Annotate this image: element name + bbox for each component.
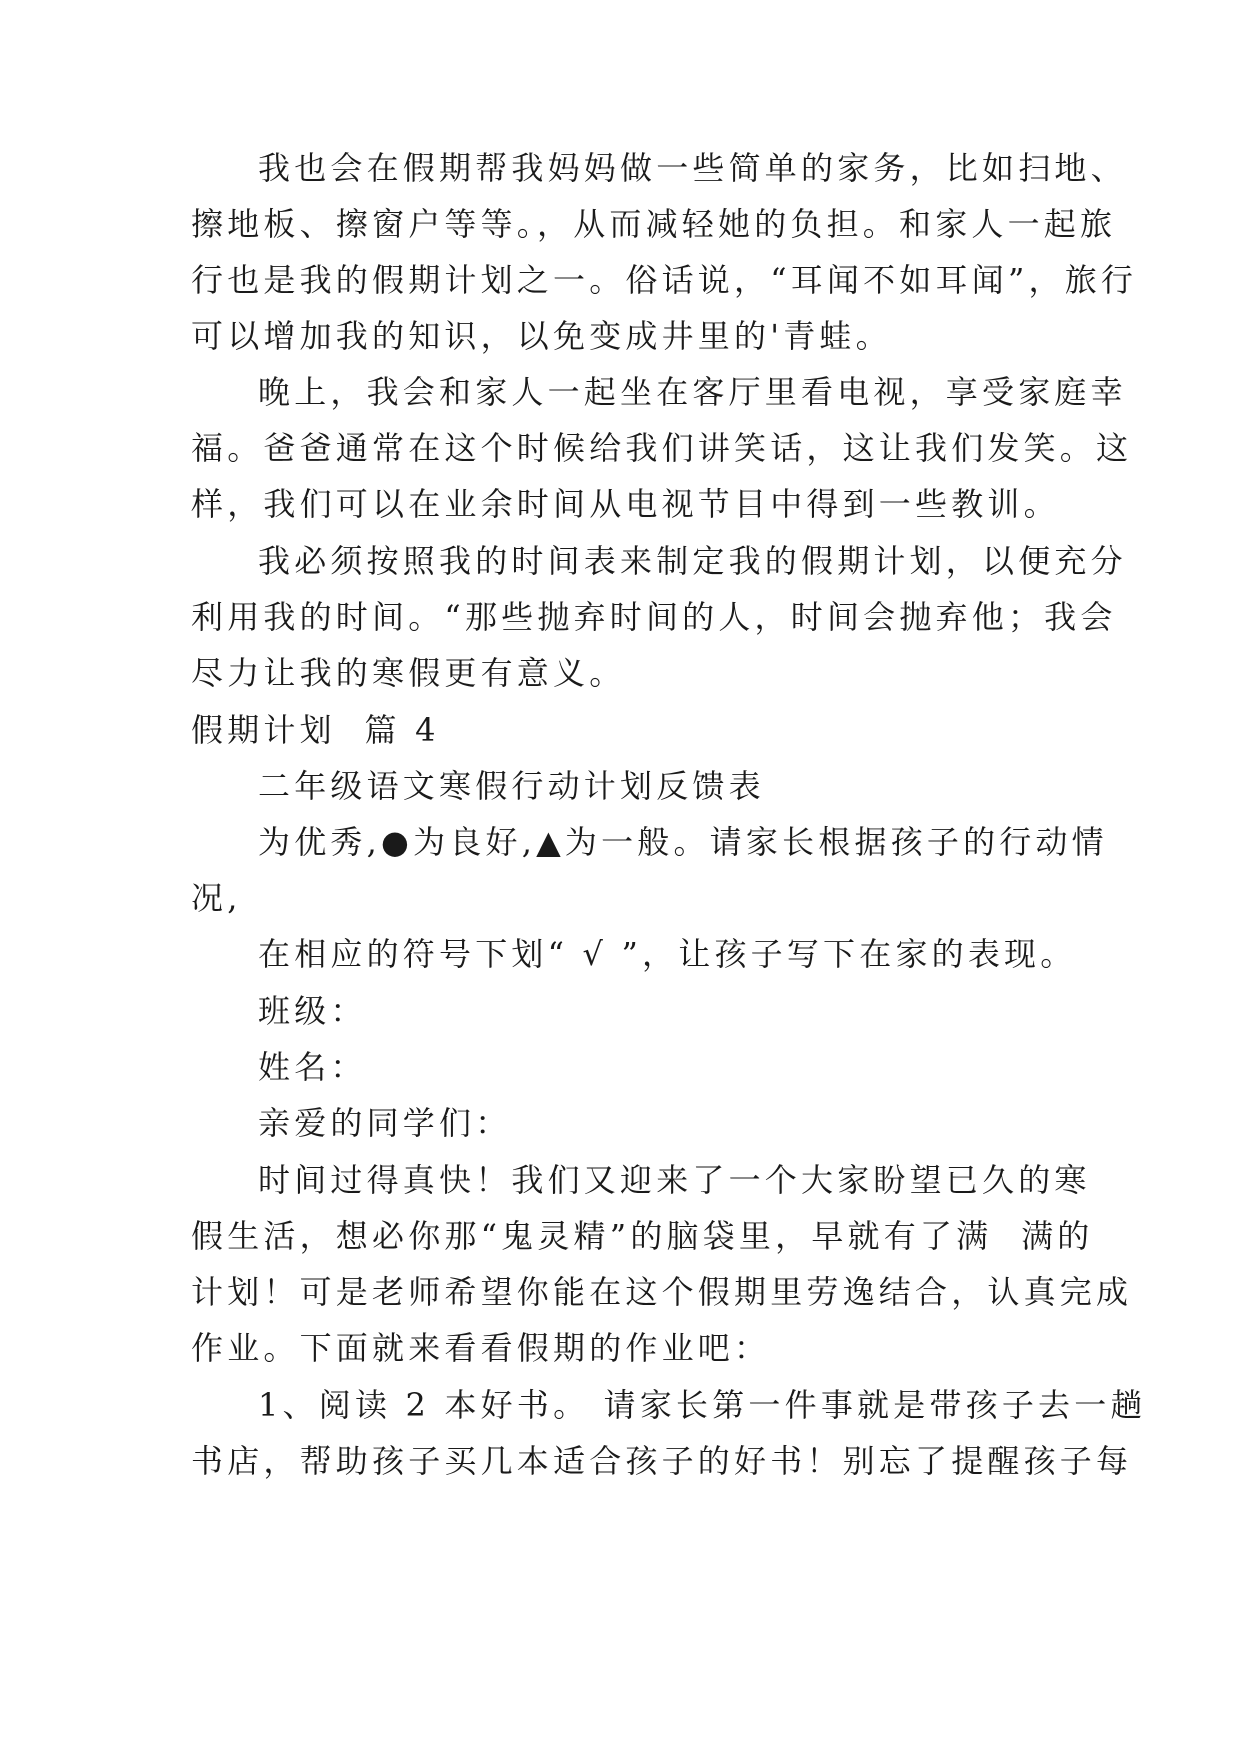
text-line: 福。爸爸通常在这个时候给我们讲笑话，这让我们发笑。这 <box>191 429 1133 467</box>
section-heading: 假期计划 篇 4 <box>191 711 440 749</box>
text-line: 利用我的时间。“那些抛弃时间的人，时间会抛弃他；我会 <box>191 598 1117 636</box>
text-line: 我也会在假期帮我妈妈做一些简单的家务，比如扫地、 <box>258 149 1127 187</box>
text-line: 行也是我的假期计划之一。俗话说，“耳闻不如耳闻”，旅行 <box>191 261 1138 299</box>
salutation: 亲爱的同学们： <box>258 1104 512 1142</box>
text-line: 1、阅读 2 本好书。 请家长第一件事就是带孩子去一趟 <box>258 1386 1147 1424</box>
text-line: 作业。下面就来看看假期的作业吧： <box>191 1329 771 1367</box>
text-line: 况, <box>191 879 242 917</box>
text-line: 书店，帮助孩子买几本适合孩子的好书！别忘了提醒孩子每 <box>191 1442 1133 1480</box>
text-line: 时间过得真快！我们又迎来了一个大家盼望已久的寒 <box>258 1161 1091 1199</box>
text-line: 计划！可是老师希望你能在这个假期里劳逸结合，认真完成 <box>191 1273 1133 1311</box>
text-line: 晚上，我会和家人一起坐在客厅里看电视，享受家庭幸 <box>258 373 1127 411</box>
text-line: 在相应的符号下划“ √ ”，让孩子写下在家的表现。 <box>258 935 1077 973</box>
text-line: 假生活，想必你那“鬼灵精”的脑袋里，早就有了满 满的 <box>191 1217 1094 1255</box>
text-line: 尽力让我的寒假更有意义。 <box>191 654 626 692</box>
text-line: 擦地板、擦窗户等等。，从而减轻她的负担。和家人一起旅 <box>191 205 1117 243</box>
text-line: 我必须按照我的时间表来制定我的假期计划，以便充分 <box>258 542 1127 580</box>
text-line: 样，我们可以在业余时间从电视节目中得到一些教训。 <box>191 485 1060 523</box>
name-label: 姓名： <box>258 1048 367 1086</box>
text-line: 可以增加我的知识，以免变成井里的'青蛙。 <box>191 317 892 355</box>
class-label: 班级： <box>258 992 367 1030</box>
text-line: 为优秀,●为良好,▲为一般。请家长根据孩子的行动情 <box>258 823 1108 861</box>
form-title: 二年级语文寒假行动计划反馈表 <box>258 767 765 805</box>
